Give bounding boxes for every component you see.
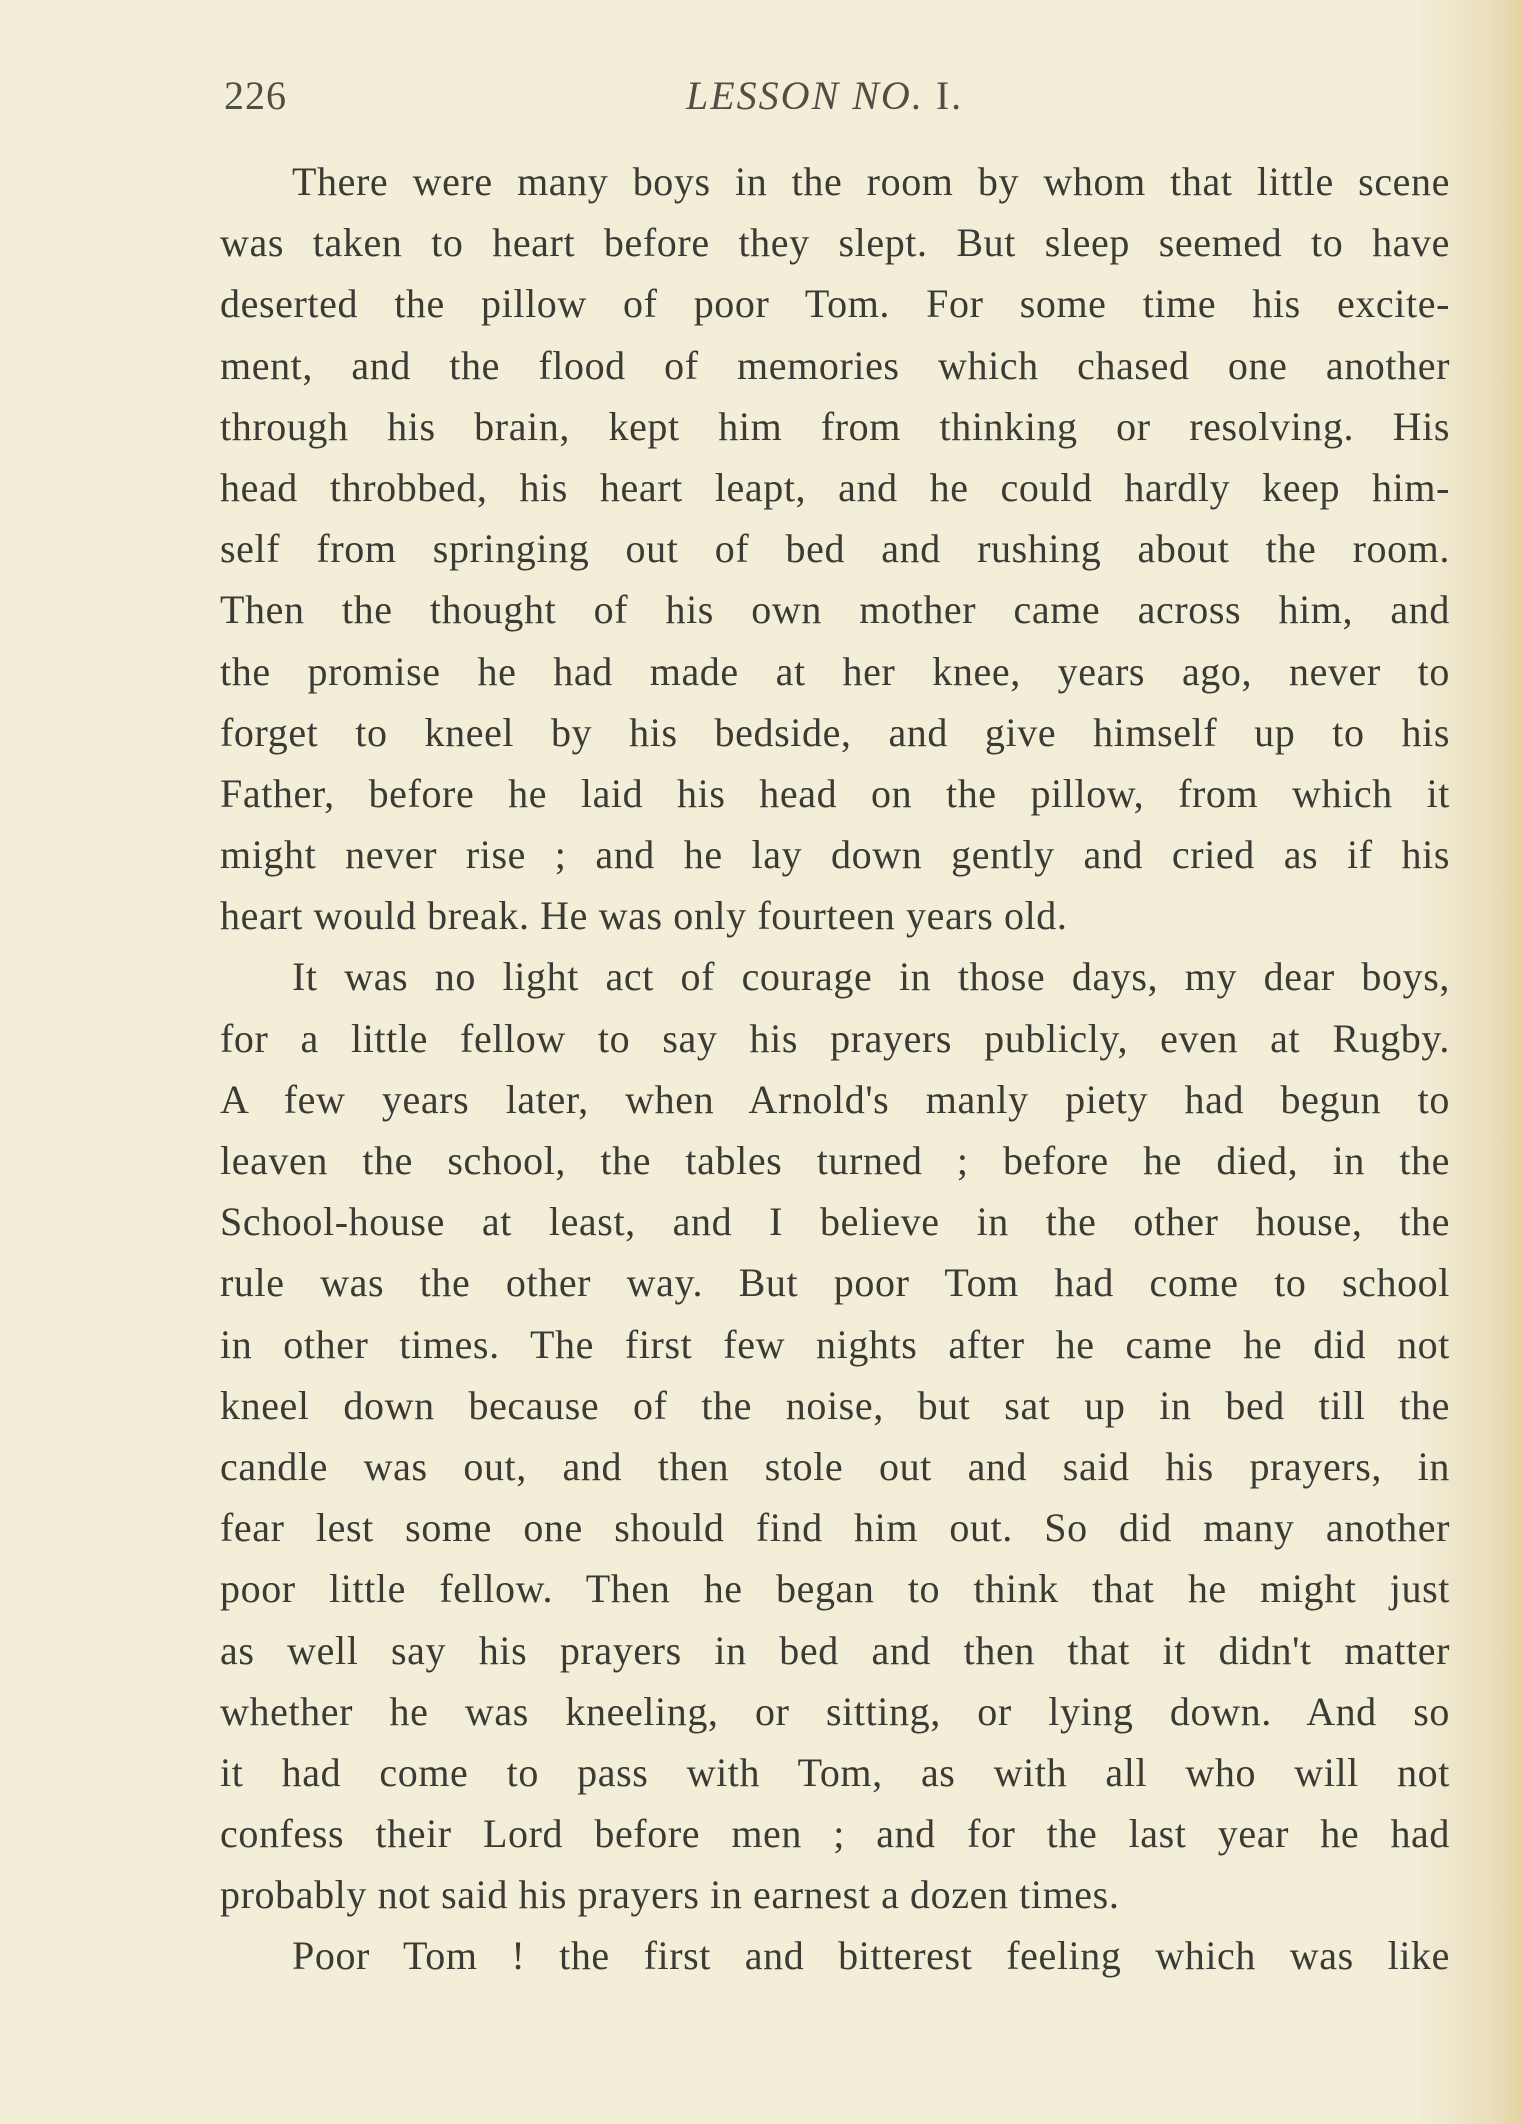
body-text <box>220 151 1450 1987</box>
text-line: candle was out, and then stole out and said his prayers, in <box>220 1443 1450 1489</box>
text-line: Father, before he laid his head on the pillow, from which it <box>220 770 1450 816</box>
text-line: Then the thought of his own mother came across him, and <box>220 587 1450 633</box>
text-line: probably not said his prayers in earnest a dozen times. <box>220 1872 1120 1918</box>
text-line: School-house at least, and I believe in the other house, the <box>220 1199 1450 1245</box>
running-title-text: LESSON NO. <box>686 73 924 118</box>
text-line: as well say his prayers in bed and then that it didn't matter <box>220 1627 1450 1673</box>
text-line: fear lest some one should find him out. So did many another <box>220 1505 1450 1551</box>
text-line: the promise he had made at her knee, years ago, never to <box>220 648 1450 694</box>
text-line: There were many boys in the room by whom that little scene <box>292 159 1450 204</box>
text-line: for a little fellow to say his prayers publicly, even at Rugby. <box>220 1015 1450 1061</box>
text-line: head throbbed, his heart leapt, and he could hardly keep him- <box>220 464 1450 510</box>
text-line: was taken to heart before they slept. But sleep seemed to have <box>220 220 1450 266</box>
text-line: poor little fellow. Then he began to think that he might just <box>220 1566 1450 1612</box>
text-line: deserted the pillow of poor Tom. For some time his excite- <box>220 281 1450 327</box>
text-line: ment, and the flood of memories which chased one another <box>220 342 1450 388</box>
text-line: leaven the school, the tables turned ; before he died, in the <box>220 1138 1450 1183</box>
running-title <box>686 72 963 119</box>
text-line: in other times. The first few nights after he came he did not <box>220 1321 1450 1367</box>
page-header <box>224 62 1454 122</box>
text-line: confess their Lord before men ; and for the last year he had <box>220 1811 1450 1857</box>
text-line: kneel down because of the noise, but sat up in bed till the <box>220 1382 1450 1428</box>
text-line: it had come to pass with Tom, as with all who will not <box>220 1749 1450 1795</box>
text-line: A few years later, when Arnold's manly piety had begun to <box>220 1076 1450 1122</box>
text-line: self from springing out of bed and rushing about the room. <box>220 526 1450 572</box>
page-number: 226 <box>224 73 287 118</box>
text-line: forget to kneel by his bedside, and give himself up to his <box>220 709 1450 755</box>
text-line: whether he was kneeling, or sitting, or lying down. And so <box>220 1688 1450 1734</box>
text-line: heart would break. He was only fourteen years old. <box>220 893 1068 939</box>
text-line: Poor Tom ! the first and bitterest feeling which was like <box>292 1933 1450 1979</box>
text-line: It was no light act of courage in those days, my dear boys, <box>292 954 1450 1000</box>
text-line: might never rise ; and he lay down gently and cried as if his <box>220 832 1450 878</box>
text-line: rule was the other way. But poor Tom had come to school <box>220 1260 1450 1306</box>
text-line: through his brain, kept him from thinking or resolving. His <box>220 403 1450 449</box>
running-title-number: I. <box>935 73 964 118</box>
